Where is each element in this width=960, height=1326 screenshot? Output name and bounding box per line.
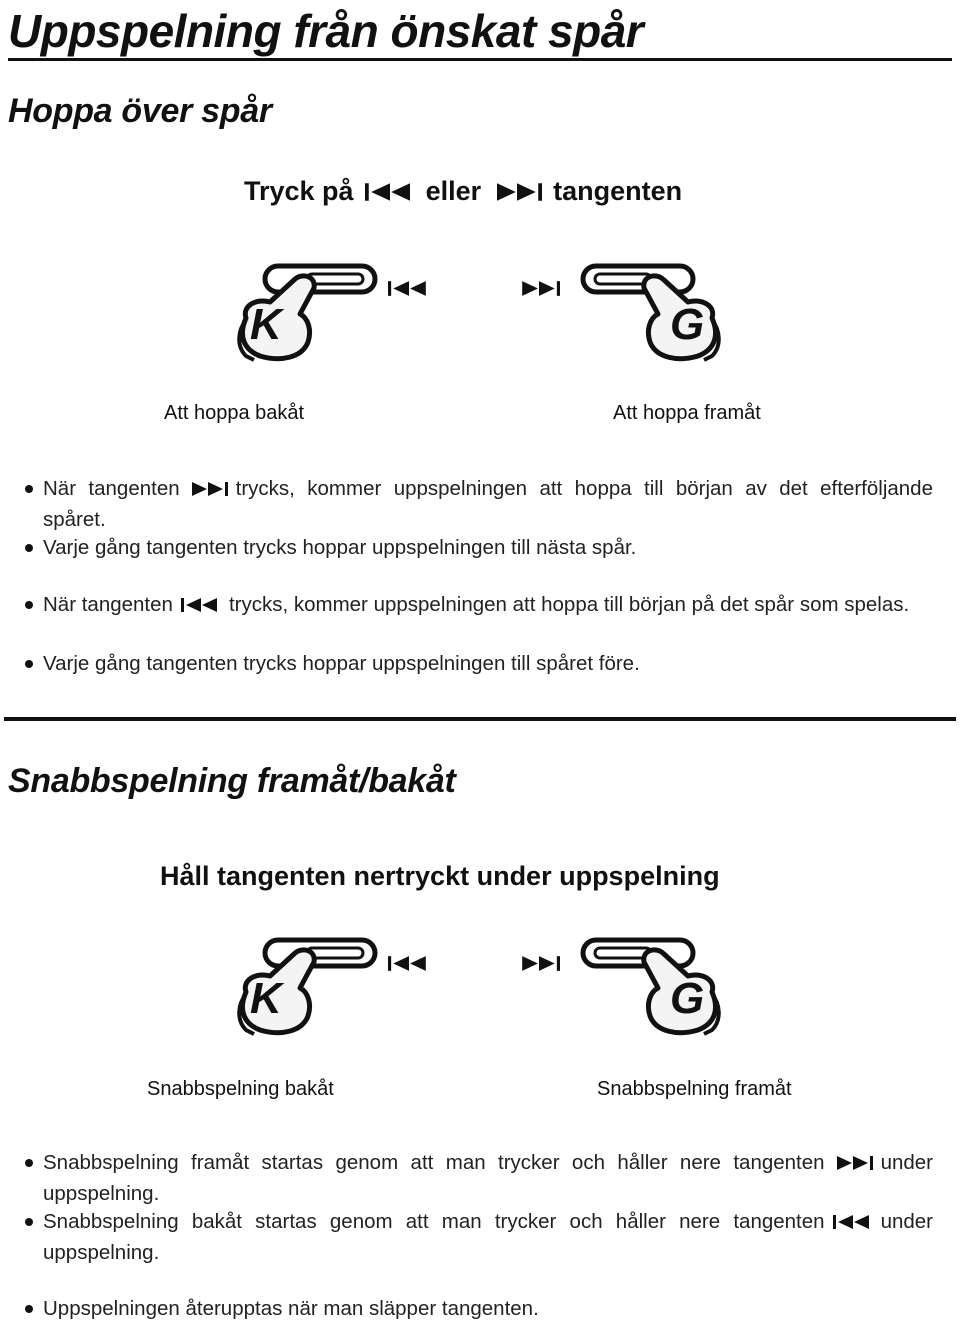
bullet-dot (25, 1159, 33, 1167)
section2-heading: Snabbspelning framåt/bakåt (8, 762, 456, 800)
key-letter: K (250, 974, 282, 1023)
bullet-text: under uppspelning. (43, 1151, 933, 1205)
skip-back-icon (833, 1209, 873, 1238)
key-letter: G (670, 974, 705, 1023)
bullet-dot (25, 601, 33, 609)
key-letter: G (670, 300, 705, 349)
section1-instruction (244, 176, 682, 207)
bullet-text: När tangenten (43, 477, 180, 500)
instruction-pre: Tryck på (244, 176, 354, 206)
hand-pressing-key-icon (222, 932, 392, 1042)
skip-back-key-symbol (388, 955, 430, 977)
skip-back-key-symbol (388, 280, 430, 302)
hand-pressing-key-icon (222, 258, 392, 368)
list-item (43, 474, 933, 534)
skip-forward-icon (833, 1150, 873, 1179)
bullet-dot (25, 660, 33, 668)
caption-fast-forward: Snabbspelning framåt (597, 1078, 792, 1100)
skip-back-icon (364, 182, 416, 202)
bullet-text: Uppspelningen återupptas när man släpper tangenten. (43, 1297, 539, 1320)
list-item (43, 1294, 933, 1323)
caption-skip-back: Att hoppa bakåt (164, 402, 305, 424)
skip-forward-key-symbol (518, 280, 560, 302)
bullet-text: Snabbspelning framåt startas genom att man trycker och håller nere tangenten (43, 1151, 825, 1174)
page-title: Uppspelning från önskat spår (8, 5, 644, 57)
instruction-mid: eller (425, 176, 482, 206)
fast-forward-key-illustration (566, 932, 736, 1042)
list-item (43, 1148, 933, 1208)
list-item (43, 590, 933, 621)
bullet-text: Varje gång tangenten trycks hoppar uppspelningen till nästa spår. (43, 536, 637, 559)
bullet-dot (25, 485, 33, 493)
skip-back-icon (181, 592, 221, 621)
bullet-text: trycks, kommer uppspelningen att hoppa till början på det spår som spelas. (228, 593, 910, 616)
list-item (43, 533, 933, 562)
skip-forward-key-symbol (518, 955, 560, 977)
skip-forward-key-illustration (566, 258, 736, 368)
caption-rewind: Snabbspelning bakåt (147, 1078, 334, 1100)
list-item (43, 649, 933, 678)
skip-forward-icon (188, 476, 228, 505)
bullet-text: Varje gång tangenten trycks hoppar uppspelningen till spåret före. (43, 652, 640, 675)
rewind-key-illustration (222, 932, 392, 1042)
section-divider (4, 717, 956, 721)
skip-back-key-illustration (222, 258, 392, 368)
bullet-text: trycks, kommer uppspelningen att hoppa till början av det efterföljande spåret. (43, 477, 933, 531)
bullet-dot (25, 544, 33, 552)
hand-pressing-key-icon (566, 932, 736, 1042)
key-letter: K (250, 300, 282, 349)
bullet-dot (25, 1218, 33, 1226)
instruction-post: tangenten (553, 176, 683, 206)
bullet-text: När tangenten (43, 593, 173, 616)
bullet-text: under uppspelning. (43, 1210, 933, 1264)
skip-forward-icon (491, 182, 543, 202)
hand-pressing-key-icon (566, 258, 736, 368)
list-item (43, 1207, 933, 1267)
section2-instruction: Håll tangenten nertryckt under uppspelning (160, 861, 720, 891)
bullet-dot (25, 1305, 33, 1313)
section1-heading: Hoppa över spår (8, 92, 272, 130)
title-underline (8, 58, 952, 61)
caption-skip-forward: Att hoppa framåt (613, 402, 761, 424)
bullet-text: Snabbspelning bakåt startas genom att man trycker och håller nere tangenten (43, 1210, 825, 1233)
